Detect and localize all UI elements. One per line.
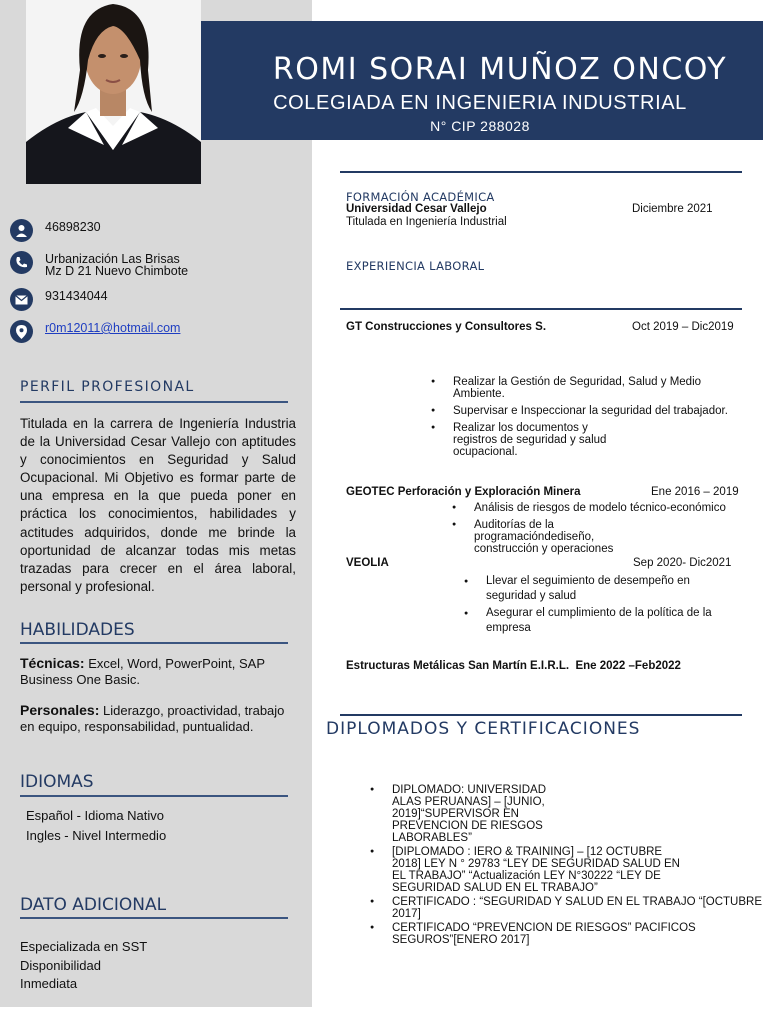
top-divider [340,171,742,173]
job-dates: Ene 2022 –Feb2022 [575,660,681,672]
education-university: Universidad Cesar Vallejo [346,203,487,215]
job-bullet: ● Supervisar e Inspeccionar la seguridad del trabajador. [453,405,733,417]
id-icon [10,219,33,242]
job-bullet: ● Análisis de riesgos de modelo técnico-económico [474,502,734,514]
certification-list [392,784,762,951]
technical-label: Técnicas: [20,655,85,671]
profile-text: Titulada en la carrera de Ingeniería Industria de la Universidad Cesar Vallejo con aptitudes y conocimientos en Seguridad y Salud Ocupacional. Mi Objetivo es formar parte de una empresa en la que pueda poner en práctica los conocimientos, habilidades y actitudes adquiridos, donde me brinde la oportunidad de alcanzar todas mis metas trazadas para crecer en el área laboral, personal y profesional. [20,416,296,594]
email-link[interactable]: r0m12011@hotmail.com [45,321,181,335]
job-company: GEOTEC Perforación y Exploración Minera [346,486,581,498]
technical-text: Excel, Word, PowerPoint, SAP Business One Basic. [20,656,265,687]
additional-divider [20,917,288,919]
profile-heading: PERFIL PROFESIONAL [20,379,195,395]
certifications-heading: DIPLOMADOS Y CERTIFICACIONES [326,719,641,739]
contact-address [10,251,188,277]
job-bullets [474,502,734,560]
education-date: Diciembre 2021 [632,203,713,215]
address-line-1: Urbanización Las Brisas [45,252,180,266]
education-heading: FORMACIÓN ACADÉMICA [346,190,495,204]
address-text [45,251,188,277]
profession-title: COLEGIADA EN INGENIERIA INDUSTRIAL [273,92,687,114]
job-dates: Oct 2019 – Dic2019 [632,321,734,333]
language-item: Ingles - Nivel Intermedio [26,828,167,843]
job-bullet: ● Realizar la Gestión de Seguridad, Salud y Medio Ambiente. [453,376,733,400]
contact-email [10,320,180,343]
job-company: GT Construcciones y Consultores S. [346,321,547,333]
job-bullet: ● Asegurar el cumplimiento de la política de la empresa [486,606,716,636]
job-dates: Ene 2016 – 2019 [651,486,739,498]
candidate-name: ROMI SORAI MUÑOZ ONCOY [272,52,728,87]
skills-heading: HABILIDADES [20,620,135,640]
contact-phone [10,288,108,311]
address-line-2: Mz D 21 Nuevo Chimbote [45,264,189,278]
phone-text: 931434044 [45,289,108,303]
location-icon [10,320,33,343]
job-company: VEOLIA [346,557,389,569]
additional-item: Inmediata [20,976,78,991]
job-bullet: ● Realizar los documentos y registros de seguridad y salud ocupacional. [453,422,623,458]
additional-heading: DATO ADICIONAL [20,895,167,915]
additional-item: Disponibilidad [20,958,101,973]
mail-icon [10,288,33,311]
job-bullet: ● Auditorías de la programacióndediseño, construcción y operaciones [474,519,649,555]
personal-label: Personales: [20,702,100,718]
profile-photo [26,0,201,184]
phone-icon [10,251,33,274]
experience-divider [340,308,742,310]
profile-divider [20,401,288,403]
certification-item: ● [DIPLOMADO : IERO & TRAINING] – [12 OCTUBRE 2018] LEY N ° 29783 “LEY DE SEGURIDAD SALUD EN EL TRABAJO” “Actualización LEY N°30222 “LEY DE SEGURIDAD SALUD EN EL TRABAJO” [392,846,692,894]
languages-heading: IDIOMAS [20,772,94,792]
job-bullets [453,376,733,463]
skills-technical [20,655,300,688]
languages-divider [20,795,288,797]
experience-heading: EXPERIENCIA LABORAL [346,259,485,273]
job-bullets [486,574,716,641]
additional-item: Especializada en SST [20,939,148,954]
skills-divider [20,642,288,644]
skills-personal [20,702,290,735]
certification-item: ● CERTIFICADO : “SEGURIDAD Y SALUD EN EL TRABAJO “[OCTUBRE 2017] [392,896,762,920]
language-item: Español - Idioma Nativo [26,808,165,823]
cip-number: N° CIP 288028 [430,118,530,134]
certification-item: ● CERTIFICADO “PREVENCION DE RIESGOS” PACIFICOS SEGUROS”[ENERO 2017] [392,922,712,946]
education-degree: Titulada en Ingeniería Industrial [346,216,507,228]
job-dates: Sep 2020- Dic2021 [633,557,732,569]
certification-item: ● DIPLOMADO: UNIVERSIDAD ALAS PERUANAS] – [JUNIO, 2019]“SUPERVISOR EN PREVENCION DE RIESGOS LABORABLES” [392,784,557,844]
personal-text: Liderazgo, proactividad, trabajo en equipo, responsabilidad, puntualidad. [20,703,285,734]
job-company [346,660,681,672]
job-bullet: ● Llevar el seguimiento de desempeño en seguridad y salud [486,574,716,604]
certifications-divider [340,714,742,716]
job-company-name: Estructuras Metálicas San Martín E.I.R.L. [346,660,570,672]
dni-text: 46898230 [45,220,101,234]
contact-dni [10,219,101,242]
